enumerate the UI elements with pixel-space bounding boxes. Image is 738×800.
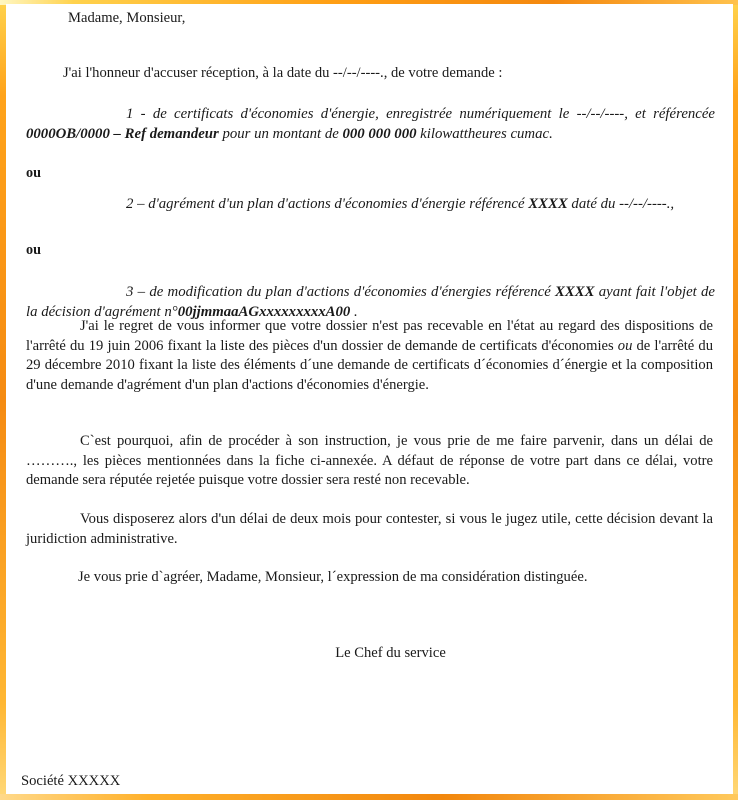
option-2-middle: daté du <box>567 196 620 212</box>
paragraph-recours-contentieux: Vous disposerez alors d'un délai de deux mois pour contester, si vous le jugez utile, cette décision devant la juridiction administrative. <box>26 511 713 547</box>
option-3-middle: ayant fait l'objet de la décision d'agrément n° <box>26 284 715 321</box>
option-3-prefix: 3 – de modification du plan d'actions d'économies d'énergies référencé <box>126 284 556 300</box>
option-1-prefix: 1 - de certificats d'économies d'énergie, enregistrée numériquement le --/--/----, et référencée <box>126 106 715 122</box>
option-item-2 <box>26 194 715 214</box>
or-separator-2: ou <box>26 242 41 258</box>
paragraph-irrecevabilite <box>26 317 713 396</box>
option-2-reference: XXXX <box>528 196 568 212</box>
regret-conjunction-ou: ou <box>617 337 633 354</box>
intro-paragraph: J'ai l'honneur d'accuser réception, à la date du --/--/----., de votre demande : <box>63 65 503 81</box>
option-3-suffix: . <box>350 304 358 321</box>
option-1-reference: 0000OB/0000 – Ref demandeur <box>26 126 219 143</box>
option-3-decision-number: 00jjmmaaAGxxxxxxxxxA00 <box>177 304 351 321</box>
option-1-middle: pour un montant de <box>218 126 343 143</box>
option-1-suffix: kilowattheures cumac. <box>416 126 553 143</box>
regret-text-part-1: J'ai le regret de vous informer que votre dossier n'est pas recevable en l'état au regard des dispositions de l'arrêté du 19 juin 2006 fixant la liste des pièces d'un dossier de demande de certificats d'économies <box>26 318 713 354</box>
signature-block: Le Chef du service <box>335 645 446 661</box>
or-separator-1: ou <box>26 165 41 181</box>
paragraph-instruction-delai: C`est pourquoi, afin de procéder à son instruction, je vous prie de me faire parvenir, dans un délai de ………., les pièces mentionnées dans la fiche ci-annexée. A défaut de réponse de votre part dans ce délai, votre demande sera réputée rejetée puisque votre dossier sera resté non recevable. <box>26 433 713 489</box>
document-body <box>18 4 723 795</box>
option-2-prefix: 2 – d'agrément d'un plan d'actions d'économies d'énergie référencé <box>126 196 529 212</box>
option-3-reference: XXXX <box>555 284 595 300</box>
salutation-line: Madame, Monsieur, <box>68 10 186 26</box>
paragraph-formule-politesse: Je vous prie d`agréer, Madame, Monsieur, l´expression de ma considération distinguée. <box>78 569 588 585</box>
option-item-1 <box>26 104 715 144</box>
option-1-amount: 000 000 000 <box>342 126 417 143</box>
footer-company-name: Société XXXXX <box>21 772 121 789</box>
option-2-suffix: --/--/----., <box>619 196 675 212</box>
regret-text-part-2: de l'arrêté du 29 décembre 2010 fixant la liste des éléments d´une demande de certificats d´économies d´énergie et la composition d'une demande d'agrément d'un plan d'actions d'économies d'énergie. <box>26 337 713 393</box>
document-page <box>6 4 733 795</box>
